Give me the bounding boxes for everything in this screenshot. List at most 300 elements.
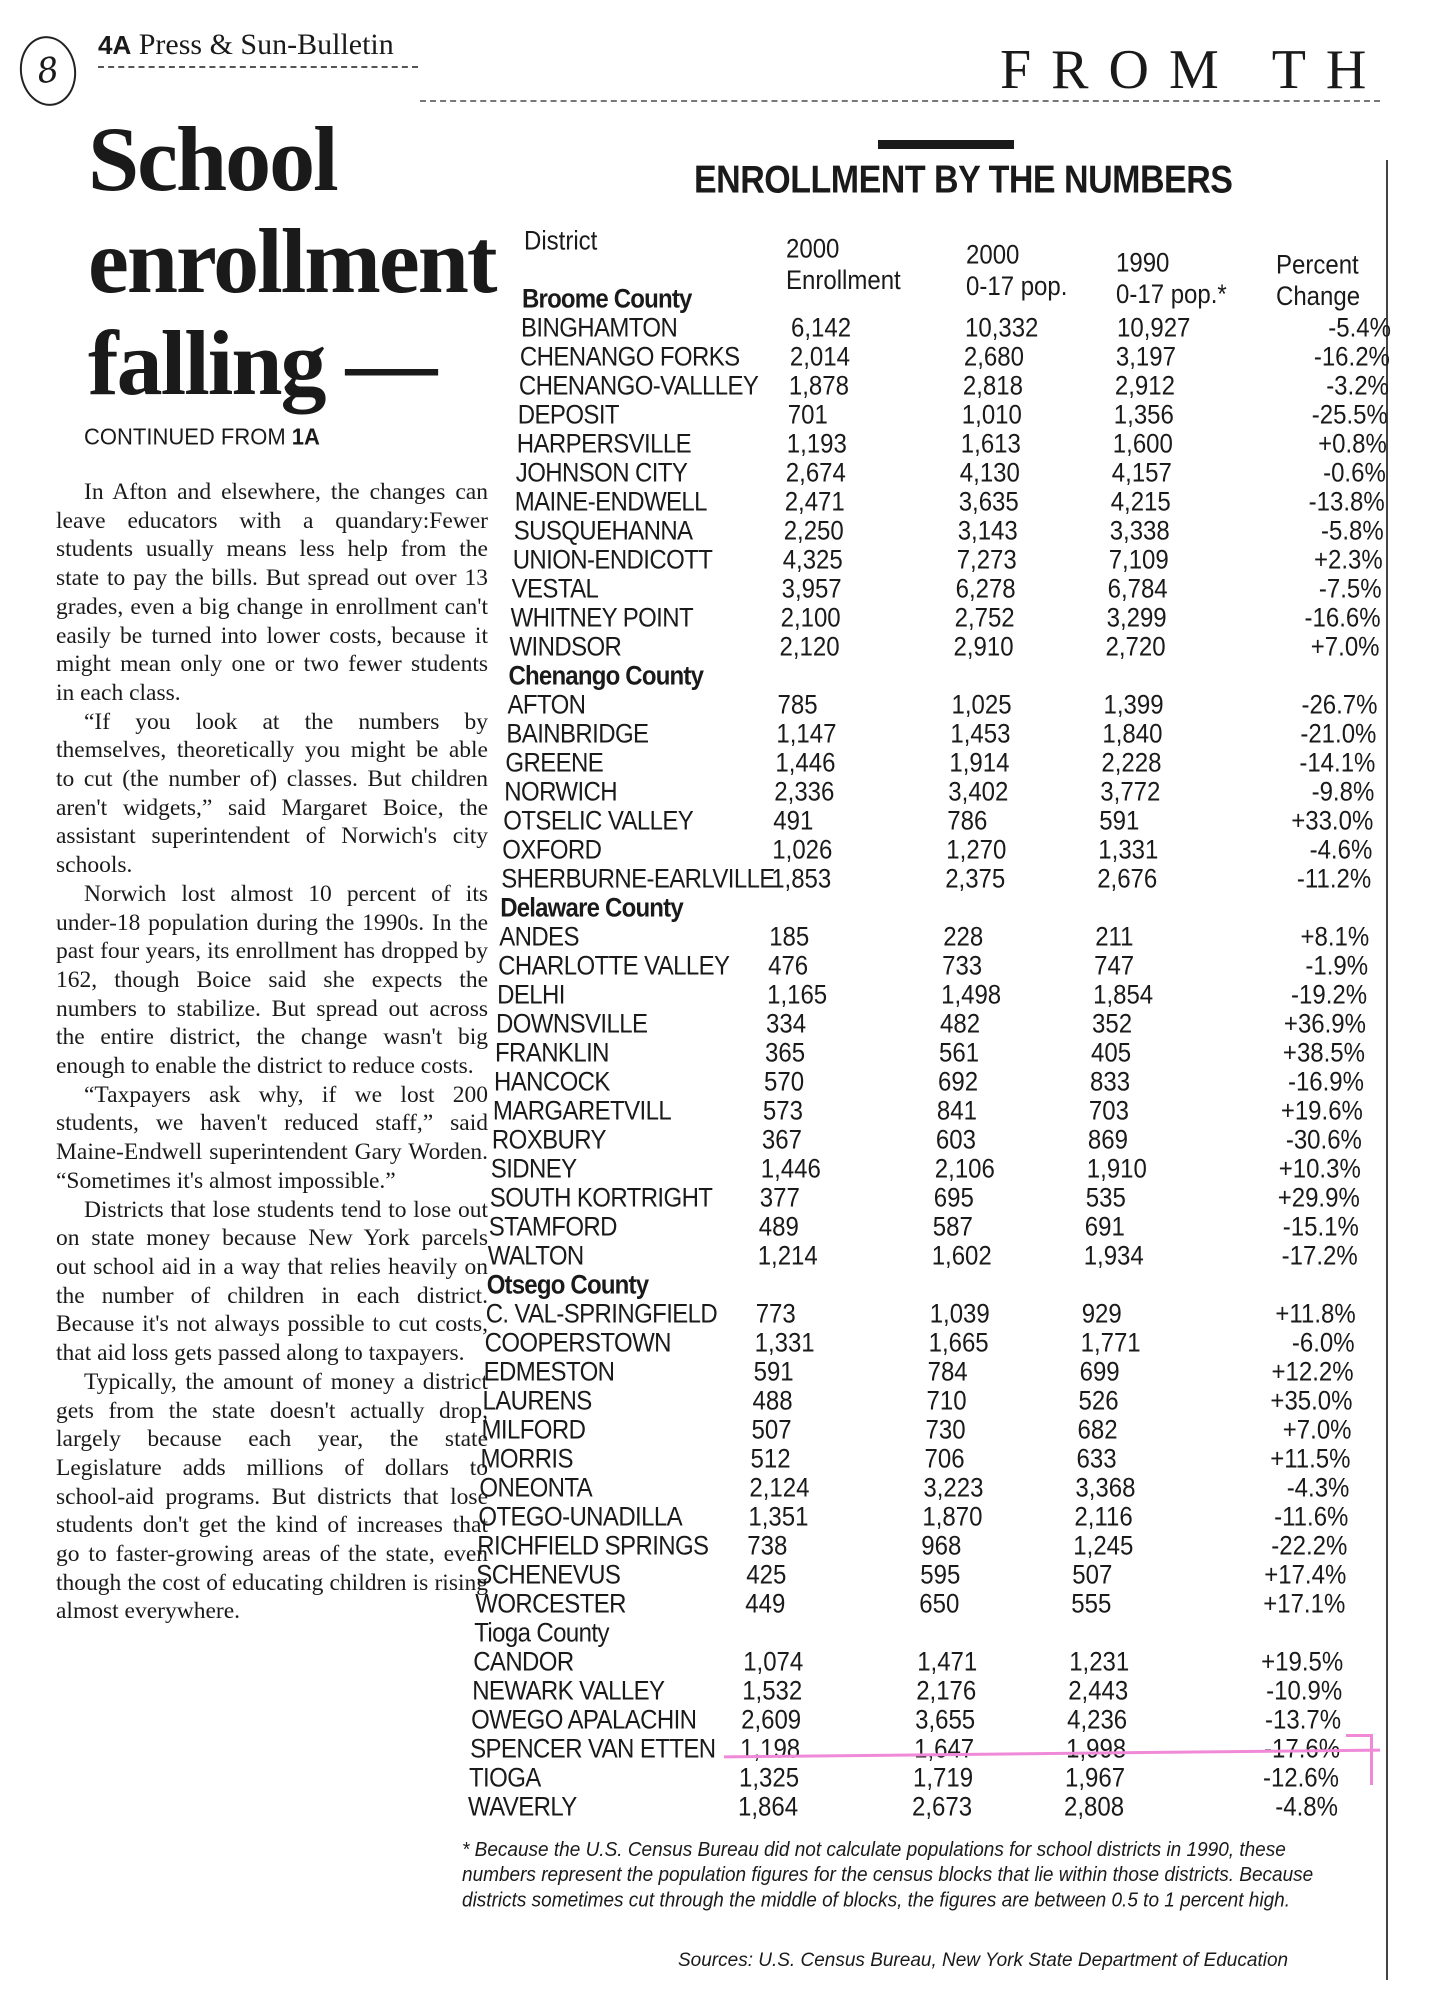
pop-2000-cell: 1,914	[949, 748, 1010, 779]
paragraph: Typically, the amount of money a district gets from the state doesn't actually drop, largely because each year, the state Legislature adds millions of dollars to school-aid programs. But districts that lose students don't get the kind of increases that go to faster-growing areas of the state, even though the cost of educating children is rising almost everywhere.	[56, 1368, 488, 1625]
table-row	[498, 950, 1378, 982]
pop-1990-cell: 2,808	[1064, 1792, 1125, 1823]
county-name: Broome County	[522, 284, 692, 315]
pop-1990-cell: 507	[1072, 1560, 1113, 1591]
percent-change-cell: -19.2%	[1291, 980, 1368, 1011]
section-heading: FROM TH	[1000, 39, 1387, 101]
district-name: OTEGO-UNADILLA	[478, 1502, 683, 1533]
table-row	[471, 1704, 1351, 1736]
pop-2000-cell: 4,130	[959, 458, 1020, 489]
pop-1990-cell: 2,912	[1114, 371, 1175, 402]
enrollment-cell: 701	[787, 400, 828, 431]
enrollment-cell: 1,351	[748, 1502, 809, 1533]
percent-change-cell: -25.5%	[1311, 400, 1388, 431]
percent-change-cell: -11.6%	[1274, 1502, 1349, 1533]
table-row	[468, 1791, 1348, 1823]
district-name: VESTAL	[511, 574, 599, 605]
pop-1990-cell: 3,368	[1075, 1473, 1136, 1504]
county-heading-row	[474, 1617, 1354, 1649]
percent-change-cell: -26.7%	[1301, 690, 1378, 721]
header-pop-2000-label: 0-17 pop.	[966, 271, 1068, 302]
percent-change-cell: +19.5%	[1261, 1647, 1344, 1678]
page-number: 4A	[98, 30, 132, 60]
district-name: SHERBURNE-EARLVILLE	[501, 864, 775, 895]
highlighter-bracket	[1346, 1734, 1373, 1785]
percent-change-cell: -1.9%	[1305, 951, 1369, 982]
district-name: BINGHAMTON	[521, 313, 678, 344]
district-name: JOHNSON CITY	[515, 458, 688, 489]
district-name: BAINBRIDGE	[506, 719, 649, 750]
percent-change-cell: -12.6%	[1262, 1763, 1339, 1794]
percent-change-cell: -4.8%	[1275, 1792, 1338, 1823]
percent-change-cell: -4.6%	[1309, 835, 1373, 866]
district-name: WINDSOR	[509, 632, 622, 663]
enrollment-cell: 1,026	[772, 835, 833, 866]
pop-1990-cell: 591	[1099, 806, 1140, 837]
percent-change-cell: +11.5%	[1270, 1444, 1351, 1475]
district-name: EDMESTON	[483, 1357, 615, 1388]
header-percent-label: Percent	[1276, 250, 1359, 281]
district-name: MARGARETVILL	[492, 1096, 672, 1127]
pop-2000-cell: 3,223	[923, 1473, 984, 1504]
enrollment-cell: 1,532	[742, 1676, 803, 1707]
percent-change-cell: -15.1%	[1282, 1212, 1359, 1243]
header-enrollment-year: 2000	[786, 234, 840, 265]
district-name: TIOGA	[469, 1763, 541, 1794]
county-heading-row	[486, 1269, 1367, 1301]
enrollment-cell: 512	[750, 1444, 791, 1475]
table-row	[492, 1095, 1373, 1127]
percent-change-cell: -11.2%	[1296, 864, 1372, 895]
pop-2000-cell: 3,635	[958, 487, 1019, 518]
enrollment-cell: 425	[746, 1560, 787, 1591]
percent-change-cell: +8.1%	[1300, 922, 1370, 953]
pop-2000-cell: 841	[936, 1096, 977, 1127]
pop-1990-cell: 1,771	[1080, 1328, 1141, 1359]
percent-change-cell: -30.6%	[1285, 1125, 1362, 1156]
table-row	[497, 979, 1377, 1011]
table-row	[490, 1153, 1371, 1185]
county-name: Tioga County	[474, 1618, 609, 1649]
pop-2000-cell: 587	[932, 1212, 973, 1243]
percent-change-cell: -6.0%	[1291, 1328, 1355, 1359]
table-row	[503, 805, 1383, 837]
enrollment-cell: 2,124	[749, 1473, 810, 1504]
table-row	[501, 863, 1381, 895]
pop-1990-cell: 3,197	[1115, 342, 1176, 373]
enrollment-cell: 488	[752, 1386, 793, 1417]
district-name: GREENE	[505, 748, 604, 779]
pop-1990-cell: 211	[1095, 922, 1134, 953]
table-row	[485, 1298, 1366, 1330]
district-name: WORCESTER	[475, 1589, 626, 1620]
percent-change-cell: -5.8%	[1320, 516, 1384, 547]
table-row	[504, 776, 1384, 808]
percent-change-cell: +10.3%	[1278, 1154, 1361, 1185]
district-name: WAVERLY	[468, 1792, 577, 1823]
pop-1990-cell: 2,116	[1074, 1502, 1133, 1533]
enrollment-cell: 4,325	[782, 545, 843, 576]
percent-change-cell: +0.8%	[1318, 429, 1387, 460]
pop-1990-cell: 3,299	[1106, 603, 1167, 634]
enrollment-cell: 1,198	[740, 1734, 801, 1765]
enrollment-cell: 476	[768, 951, 809, 982]
pop-2000-cell: 2,680	[963, 342, 1024, 373]
district-name: CHARLOTTE VALLEY	[498, 951, 730, 982]
pop-1990-cell: 1,356	[1113, 400, 1174, 431]
continued-label: CONTINUED FROM	[84, 423, 286, 450]
enrollment-cell: 185	[769, 922, 810, 953]
pop-2000-cell: 695	[933, 1183, 974, 1214]
pop-1990-cell: 10,927	[1117, 313, 1191, 344]
pop-1990-cell: 535	[1085, 1183, 1126, 1214]
pop-2000-cell: 6,278	[955, 574, 1016, 605]
pop-2000-cell: 650	[919, 1589, 960, 1620]
pop-1990-cell: 2,720	[1105, 632, 1166, 663]
pop-2000-cell: 1,025	[951, 690, 1012, 721]
pop-1990-cell: 833	[1090, 1067, 1131, 1098]
table-top-bar	[878, 140, 1014, 149]
enrollment-cell: 1,864	[738, 1792, 799, 1823]
percent-change-cell: -3.2%	[1326, 371, 1389, 402]
pop-2000-cell: 710	[926, 1386, 967, 1417]
headline-line-2: enrollment	[88, 210, 496, 312]
table-row	[509, 631, 1390, 663]
table-row	[512, 544, 1393, 576]
table-row	[521, 312, 1401, 344]
pop-2000-cell: 1,665	[928, 1328, 989, 1359]
table-row	[481, 1414, 1362, 1446]
header-pop-1990-label: 0-17 pop.*	[1116, 279, 1227, 310]
pop-2000-cell: 2,673	[912, 1792, 973, 1823]
enrollment-cell: 489	[758, 1212, 799, 1243]
enrollment-cell: 3,957	[781, 574, 842, 605]
pop-1990-cell: 682	[1077, 1415, 1118, 1446]
pop-1990-cell: 1,399	[1103, 690, 1164, 721]
district-name: DELHI	[497, 980, 565, 1011]
table-footnote: * Because the U.S. Census Bureau did not calculate populations for school districts in 1990, these numbers represent the population figures for the census blocks that lie within those districts. Because districts sometimes cut through the middle of blocks, the figures are between 0.5 to 1 percent high.	[462, 1839, 1314, 1912]
pop-1990-cell: 747	[1094, 951, 1135, 982]
pop-2000-cell: 1,039	[929, 1299, 990, 1330]
percent-change-cell: +38.5%	[1282, 1038, 1365, 1069]
pop-2000-cell: 603	[935, 1125, 976, 1156]
headline	[88, 108, 508, 414]
district-name: OTSELIC VALLEY	[503, 806, 694, 837]
enrollment-cell: 6,142	[791, 313, 852, 344]
pop-1990-cell: 3,772	[1100, 777, 1161, 808]
county-name: Chenango County	[508, 661, 704, 692]
table-row	[511, 573, 1392, 605]
pop-2000-cell: 2,375	[945, 864, 1006, 895]
percent-change-cell: +12.2%	[1271, 1357, 1354, 1388]
percent-change-cell: -5.4%	[1328, 313, 1391, 344]
enrollment-cell: 1,074	[743, 1647, 804, 1678]
page-identifier	[98, 28, 394, 62]
pop-1990-cell: 405	[1091, 1038, 1132, 1069]
section-rule	[420, 100, 1380, 102]
district-name: SIDNEY	[490, 1154, 577, 1185]
table-row	[507, 689, 1388, 721]
pop-2000-cell: 2,176	[916, 1676, 977, 1707]
district-name: HANCOCK	[494, 1067, 610, 1098]
article-body	[56, 478, 488, 1626]
pop-1990-cell: 1,840	[1102, 719, 1163, 750]
district-name: CANDOR	[473, 1647, 574, 1678]
county-name: Delaware County	[500, 893, 683, 924]
table-row	[483, 1356, 1364, 1388]
table-row	[494, 1066, 1374, 1098]
pop-2000-cell: 10,332	[965, 313, 1039, 344]
percent-change-cell: -13.7%	[1265, 1705, 1342, 1736]
pop-2000-cell: 786	[947, 806, 988, 837]
enrollment-cell: 1,331	[754, 1328, 815, 1359]
table-row	[472, 1675, 1352, 1707]
enrollment-cell: 377	[759, 1183, 800, 1214]
continued-line	[84, 423, 320, 450]
enrollment-cell: 1,853	[771, 864, 832, 895]
table-row	[491, 1124, 1372, 1156]
pop-1990-cell: 691	[1084, 1212, 1125, 1243]
district-name: FRANKLIN	[495, 1038, 609, 1069]
pop-1990-cell: 4,236	[1067, 1705, 1128, 1736]
pop-2000-cell: 3,655	[915, 1705, 976, 1736]
pop-1990-cell: 526	[1078, 1386, 1119, 1417]
pop-2000-cell: 1,498	[941, 980, 1002, 1011]
paragraph: Norwich lost almost 10 percent of its under-18 population during the 1990s. In the past four years, its enrollment has dropped by 162, though Boice said she expects the numbers to stabilize. But spread out across the entire district, the change wasn't big enough to enable the district to reduce costs.	[56, 880, 488, 1080]
table-row	[505, 747, 1385, 779]
percent-change-cell: -13.8%	[1308, 487, 1385, 518]
pop-2000-cell: 561	[939, 1038, 980, 1069]
district-name: DOWNSVILLE	[496, 1009, 648, 1040]
paragraph: “If you look at the numbers by themselves, theoretically you might be able to cut (the number of) classes. But children aren't widgets,” said Margaret Boice, the assistant superintendent of Norwich's city schools.	[56, 708, 488, 879]
district-name: WHITNEY POINT	[510, 603, 694, 634]
pop-2000-cell: 1,613	[960, 429, 1021, 460]
pop-2000-cell: 733	[942, 951, 983, 982]
table-row	[477, 1530, 1357, 1562]
district-name: SOUTH KORTRIGHT	[489, 1183, 713, 1214]
table-row	[499, 921, 1379, 953]
district-name: ANDES	[499, 922, 579, 953]
pop-2000-cell: 2,818	[962, 371, 1023, 402]
pop-1990-cell: 7,109	[1108, 545, 1169, 576]
enrollment-cell: 334	[766, 1009, 807, 1040]
percent-change-cell: +35.0%	[1270, 1386, 1353, 1417]
enrollment-cell: 367	[761, 1125, 802, 1156]
pop-1990-cell: 2,443	[1068, 1676, 1129, 1707]
percent-change-cell: +11.8%	[1275, 1299, 1356, 1330]
pop-1990-cell: 1,600	[1112, 429, 1173, 460]
pop-2000-cell: 730	[925, 1415, 966, 1446]
pop-1990-cell: 1,331	[1098, 835, 1159, 866]
pop-2000-cell: 3,143	[957, 516, 1018, 547]
pop-2000-cell: 692	[938, 1067, 979, 1098]
table-row	[484, 1327, 1365, 1359]
table-row	[476, 1559, 1356, 1591]
district-name: WALTON	[487, 1241, 584, 1272]
pop-2000-cell: 228	[943, 922, 984, 953]
table-row	[470, 1733, 1350, 1765]
pop-1990-cell: 929	[1081, 1299, 1122, 1330]
pop-1990-cell: 2,228	[1101, 748, 1162, 779]
pop-1990-cell: 3,338	[1109, 516, 1170, 547]
pop-2000-cell: 595	[920, 1560, 961, 1591]
percent-change-cell: +17.4%	[1264, 1560, 1347, 1591]
enrollment-cell: 785	[777, 690, 818, 721]
headline-line-3: falling —	[88, 312, 436, 414]
pop-1990-cell: 1,998	[1066, 1734, 1127, 1765]
percent-change-cell: +17.1%	[1263, 1589, 1346, 1620]
table-sources: Sources: U.S. Census Bureau, New York State Department of Education	[678, 1950, 1289, 1971]
percent-change-cell: -17.6%	[1264, 1734, 1341, 1765]
table-row	[488, 1211, 1369, 1243]
district-name: MORRIS	[480, 1444, 573, 1475]
enrollment-cell: 1,446	[775, 748, 836, 779]
pop-1990-cell: 1,910	[1086, 1154, 1147, 1185]
district-name: COOPERSTOWN	[484, 1328, 671, 1359]
enrollment-cell: 2,471	[784, 487, 845, 518]
district-name: DEPOSIT	[517, 400, 619, 431]
enrollment-cell: 1,325	[739, 1763, 800, 1794]
table-row	[473, 1646, 1353, 1678]
table-row	[482, 1385, 1363, 1417]
percent-change-cell: -7.5%	[1318, 574, 1382, 605]
enrollment-cell: 2,014	[789, 342, 850, 373]
district-name: UNION-ENDICOTT	[512, 545, 713, 576]
percent-change-cell: -16.9%	[1287, 1067, 1364, 1098]
pop-2000-cell: 1,719	[913, 1763, 974, 1794]
table-row	[489, 1182, 1370, 1214]
pop-1990-cell: 633	[1076, 1444, 1117, 1475]
paragraph: In Afton and elsewhere, the changes can leave educators with a quandary:Fewer students usually means less help from the state to pay the bills. But spread out over 13 grades, even a big change in enrollment can't easily be turned into lower costs, because it might mean only one or two fewer students in each class.	[56, 479, 488, 706]
enrollment-cell: 1,147	[776, 719, 837, 750]
percent-change-cell: +33.0%	[1291, 806, 1374, 837]
county-heading-row	[522, 283, 1402, 315]
enrollment-cell: 449	[745, 1589, 786, 1620]
headline-line-1: School	[88, 108, 337, 210]
pop-1990-cell: 6,784	[1107, 574, 1168, 605]
table-row	[514, 486, 1395, 518]
district-name: SPENCER VAN ETTEN	[470, 1734, 716, 1765]
district-name: CHENANGO-VALLLEY	[518, 371, 759, 402]
table-row	[495, 1037, 1375, 1069]
paper-name: Press & Sun-Bulletin	[138, 28, 394, 61]
district-name: ROXBURY	[491, 1125, 606, 1156]
district-name: ONEONTA	[479, 1473, 593, 1504]
enrollment-cell: 507	[751, 1415, 792, 1446]
continued-page: 1A	[291, 423, 320, 450]
pop-2000-cell: 1,471	[917, 1647, 978, 1678]
table-row	[506, 718, 1386, 750]
header-enrollment-label: Enrollment	[786, 265, 901, 296]
pop-2000-cell: 968	[921, 1531, 962, 1562]
table-row	[487, 1240, 1368, 1272]
paragraph: “Taxpayers ask why, if we lost 200 students, we haven't reduced staff,” said Maine-Endwell superintendent Gary Worden. “Sometimes it's almost impossible.”	[56, 1081, 488, 1194]
percent-change-cell: +36.9%	[1283, 1009, 1366, 1040]
pop-1990-cell: 4,157	[1111, 458, 1172, 489]
table-row	[480, 1443, 1361, 1475]
enrollment-cell: 1,446	[760, 1154, 821, 1185]
district-name: MAINE-ENDWELL	[514, 487, 707, 518]
pop-1990-cell: 2,676	[1097, 864, 1158, 895]
table-row	[519, 341, 1400, 373]
enrollment-cell: 1,165	[767, 980, 828, 1011]
pop-1990-cell: 1,934	[1083, 1241, 1144, 1272]
percent-change-cell: +7.0%	[1310, 632, 1380, 663]
header-change-label: Change	[1276, 281, 1361, 312]
pop-2000-cell: 2,752	[954, 603, 1015, 634]
enrollment-cell: 2,336	[774, 777, 835, 808]
enrollment-cell: 491	[773, 806, 814, 837]
enrollment-cell: 773	[755, 1299, 796, 1330]
header-district: District	[524, 226, 598, 257]
header-pop-2000-year: 2000	[966, 240, 1020, 271]
table-row	[478, 1501, 1358, 1533]
percent-change-cell: -14.1%	[1299, 748, 1376, 779]
district-name: NEWARK VALLEY	[472, 1676, 665, 1707]
enrollment-cell: 2,674	[785, 458, 846, 489]
table-row	[517, 399, 1398, 431]
percent-change-cell: -17.2%	[1281, 1241, 1358, 1272]
pop-2000-cell: 1,870	[922, 1502, 983, 1533]
enrollment-cell: 570	[764, 1067, 805, 1098]
enrollment-cell: 573	[762, 1096, 803, 1127]
pop-2000-cell: 1,270	[946, 835, 1007, 866]
pop-2000-cell: 784	[927, 1357, 968, 1388]
pop-1990-cell: 555	[1071, 1589, 1112, 1620]
percent-change-cell: +7.0%	[1282, 1415, 1352, 1446]
percent-change-cell: -16.6%	[1304, 603, 1381, 634]
enrollment-cell: 2,120	[779, 632, 840, 663]
county-heading-row	[500, 892, 1380, 924]
pop-2000-cell: 2,106	[934, 1154, 995, 1185]
table-row	[518, 370, 1399, 402]
enrollment-cell: 2,100	[780, 603, 841, 634]
pop-1990-cell: 4,215	[1110, 487, 1171, 518]
percent-change-cell: -9.8%	[1311, 777, 1375, 808]
table-row	[516, 428, 1397, 460]
pop-2000-cell: 706	[924, 1444, 965, 1475]
pop-1990-cell: 703	[1088, 1096, 1129, 1127]
county-name: Otsego County	[486, 1270, 649, 1301]
table-row	[475, 1588, 1355, 1620]
table-row	[496, 1008, 1376, 1040]
percent-change-cell: -0.6%	[1323, 458, 1386, 489]
pop-2000-cell: 1,602	[931, 1241, 992, 1272]
pop-2000-cell: 482	[940, 1009, 981, 1040]
pop-2000-cell: 1,647	[914, 1734, 975, 1765]
header-rule	[98, 66, 418, 68]
handwritten-page-mark: 8	[15, 32, 80, 109]
pop-1990-cell: 699	[1079, 1357, 1120, 1388]
percent-change-cell: -4.3%	[1286, 1473, 1350, 1504]
pop-2000-cell: 1,010	[961, 400, 1022, 431]
enrollment-cell: 2,609	[741, 1705, 802, 1736]
district-name: C. VAL-SPRINGFIELD	[485, 1299, 718, 1330]
paragraph: Districts that lose students tend to lose out on state money because New York parcels out school aid in a way that relies heavily on the number of children in each district. Because it's not always possible to cut costs, that aid loss gets passed along to taxpayers.	[56, 1196, 488, 1367]
district-name: HARPERSVILLE	[516, 429, 692, 460]
percent-change-cell: +19.6%	[1280, 1096, 1363, 1127]
table-title: ENROLLMENT BY THE NUMBERS	[694, 158, 1233, 202]
pop-2000-cell: 1,453	[950, 719, 1011, 750]
enrollment-cell: 1,193	[786, 429, 847, 460]
table-row	[510, 602, 1391, 634]
table-row	[515, 457, 1396, 489]
enrollment-cell: 1,878	[788, 371, 849, 402]
table-row	[502, 834, 1382, 866]
percent-change-cell: +2.3%	[1313, 545, 1383, 576]
percent-change-cell: -22.2%	[1271, 1531, 1348, 1562]
pop-1990-cell: 1,231	[1069, 1647, 1130, 1678]
